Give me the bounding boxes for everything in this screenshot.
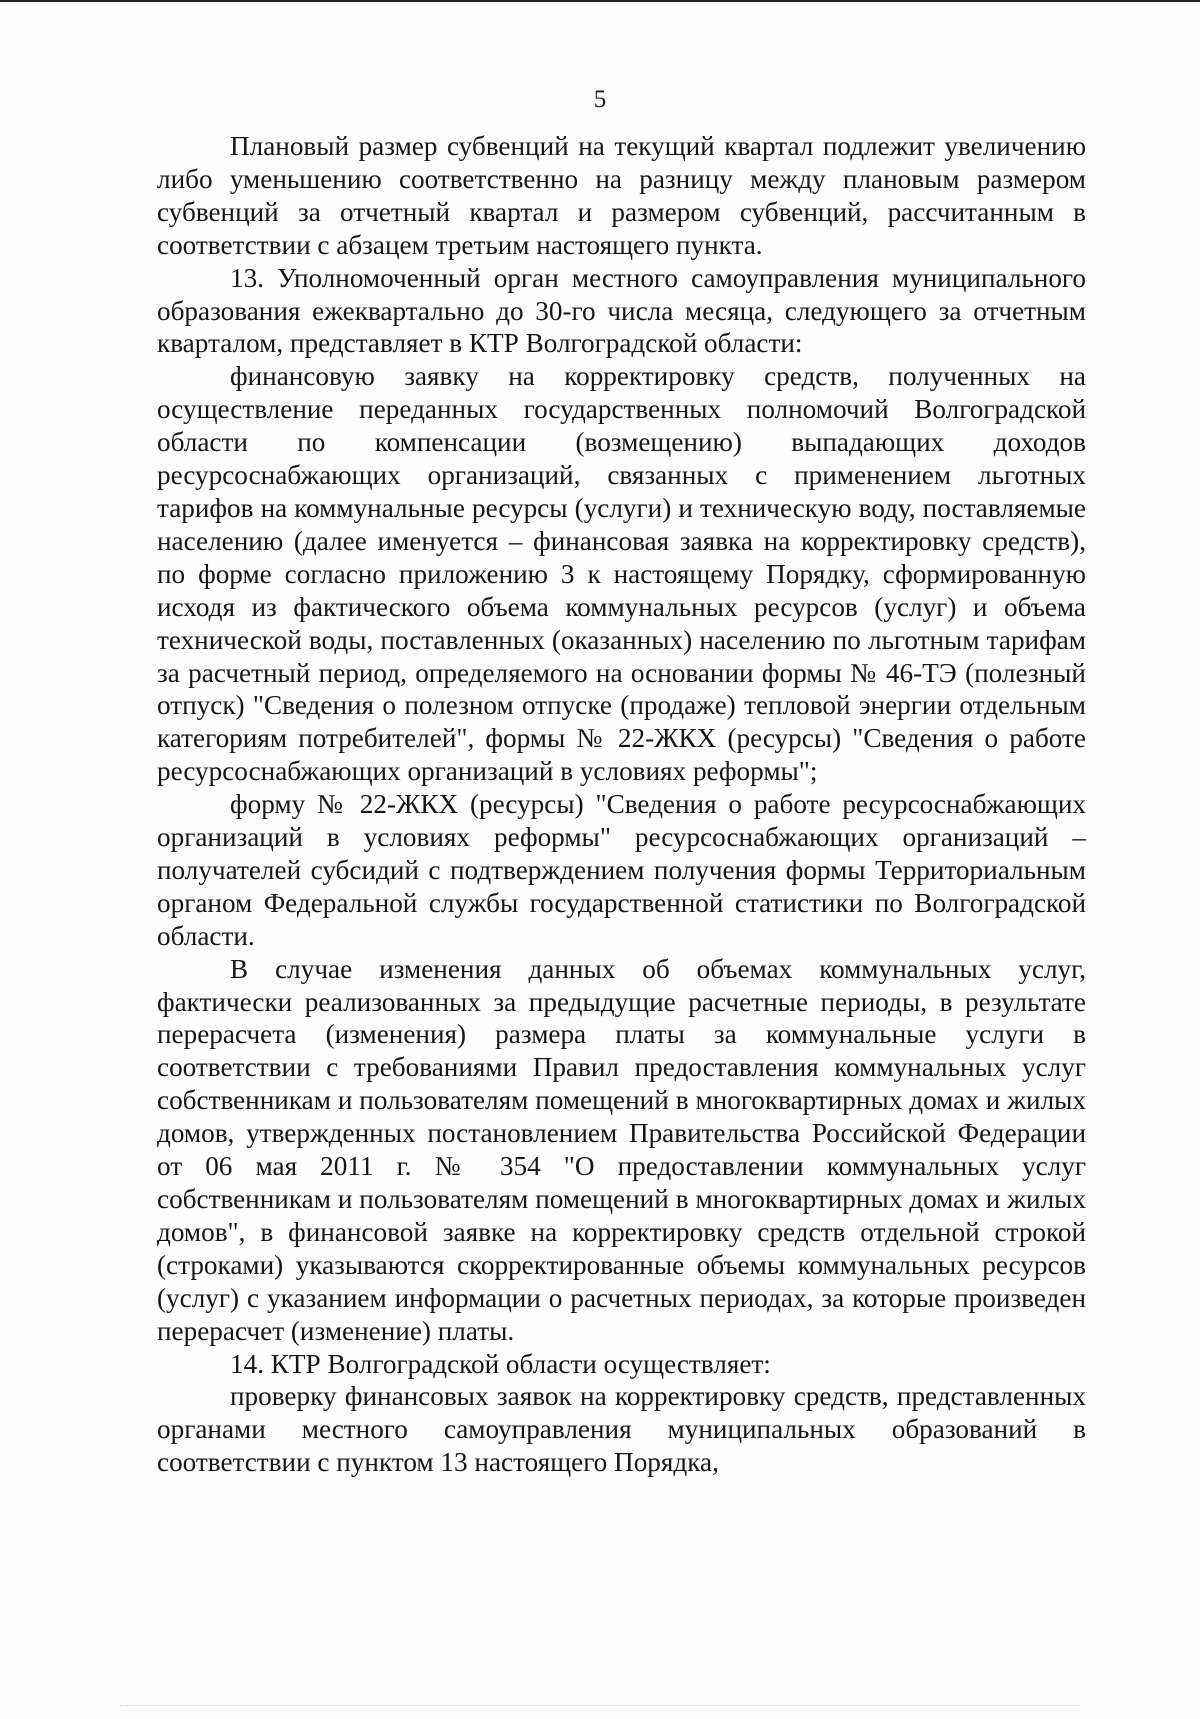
- paragraph-recalculation-case: В случае изменения данных об объемах коммунальных услуг, фактически реализованных за предыдущие расчетные периоды, в результате перерасчета (изменения) размера платы за коммунальные услуги в соответствии с требованиями Правил предоставления коммунальных услуг собственникам и пользователям помещений в многоквартирных домах и жилых домов, утвержденных постановлением Правительства Российской Федерации от 06 мая 2011 г. № 354 "О предоставлении коммунальных услуг собственникам и пользователям помещений в многоквартирных домах и жилых домов", в финансовой заявке на корректировку средств отдельной строкой (строками) указываются скорректированные объемы коммунальных ресурсов (услуг) с указанием информации о расчетных периодах, за которые произведен перерасчет (изменение) платы.: [157, 953, 1086, 1346]
- paragraph-financial-request: финансовую заявку на корректировку средств, полученных на осуществление переданных государственных полномочий Волгоградской области по компенсации (возмещению) выпадающих доходов ресурсоснабжающих организаций, связанных с применением льготных тарифов на коммунальные ресурсы (услуги) и техническую воду, поставляемые населению (далее именуется – финансовая заявка на корректировку средств), по форме согласно приложению 3 к настоящему Порядку, сформированную исходя из фактического объема коммунальных ресурсов (услуг) и объема технической воды, поставленных (оказанных) населению по льготным тарифам за расчетный период, определяемого на основании формы № 46-ТЭ (полезный отпуск) "Сведения о полезном отпуске (продаже) тепловой энергии отдельным категориям потребителей", формы № 22-ЖКХ (ресурсы) "Сведения о работе ресурсоснабжающих организаций в условиях реформы";: [157, 361, 1086, 787]
- scan-artifact: [120, 1705, 1080, 1710]
- paragraph-subvention-adjustment: Плановый размер субвенций на текущий квартал подлежит увеличению либо уменьшению соответственно на разницу между плановым размером субвенций за отчетный квартал и размером субвенций, рассчитанным в соответствии с абзацем третьим настоящего пункта.: [157, 131, 1086, 260]
- paragraph-verification: проверку финансовых заявок на корректировку средств, представленных органами местного самоуправления муниципальных образований в соответствии с пунктом 13 настоящего Порядка,: [157, 1381, 1086, 1478]
- paragraph-item-13: 13. Уполномоченный орган местного самоуправления муниципального образования ежеквартально до 30-го числа месяца, следующего за отчетным кварталом, представляет в КТР Волгоградской области:: [157, 262, 1086, 359]
- paragraph-form-22-zhkh: форму № 22-ЖКХ (ресурсы) "Сведения о работе ресурсоснабжающих организаций в условиях реформы" ресурсоснабжающих организаций – получателей субсидий с подтверждением получения формы Территориальным органом Федеральной службы государственной статистики по Волгоградской области.: [157, 789, 1086, 951]
- paragraph-item-14: 14. КТР Волгоградской области осуществляет:: [230, 1348, 771, 1379]
- page-number: 5: [593, 86, 607, 113]
- document-body: [157, 130, 1086, 1479]
